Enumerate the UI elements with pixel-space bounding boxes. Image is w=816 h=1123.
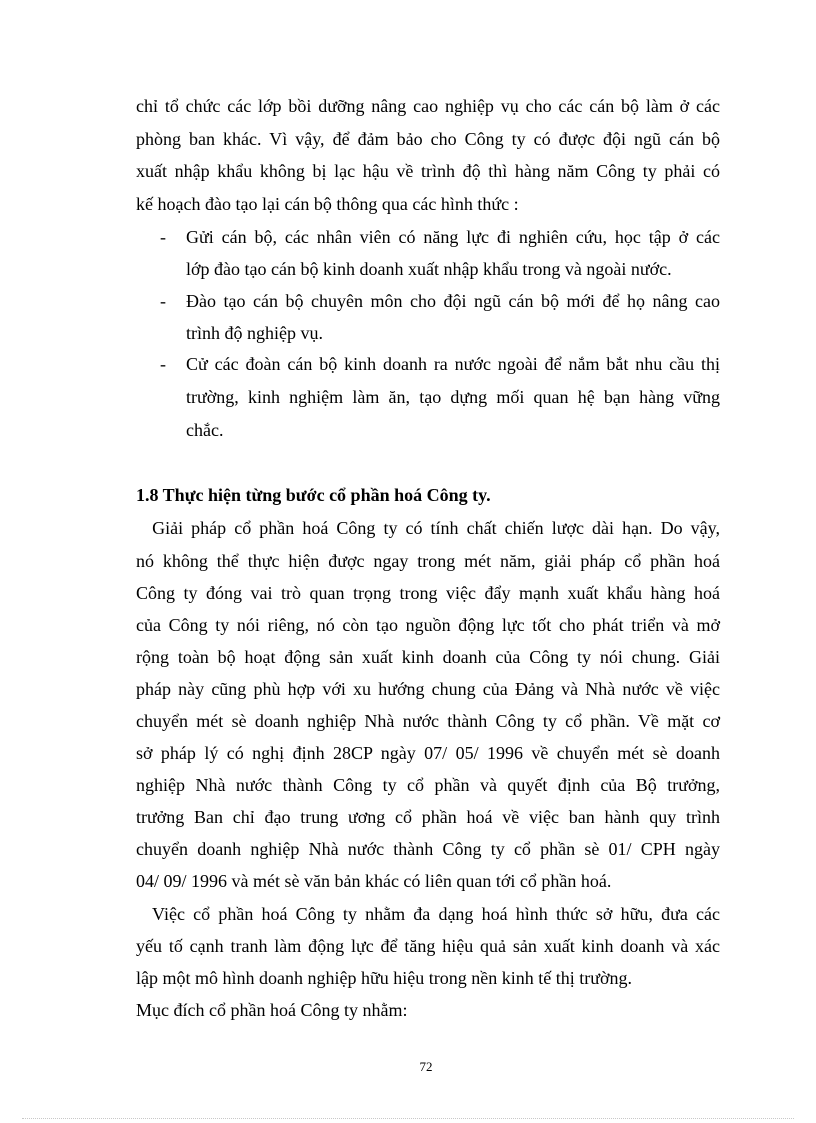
bullet-2-line-1: Đào tạo cán bộ chuyên môn cho đội ngũ cán bộ mới để họ nâng cao	[186, 291, 720, 311]
paragraph-1-line-6: pháp này cũng phù hợp với xu hướng chung của Đảng và Nhà nước về việc	[136, 679, 720, 699]
paragraph-2-line-1: Việc cổ phần hoá Công ty nhằm đa dạng hoá hình thức sở hữu, đưa các	[136, 904, 720, 924]
paragraph-1-line-10: trưởng Ban chỉ đạo trung ương cổ phần hoá về việc ban hành quy trình	[136, 807, 720, 827]
intro-line-4: kế hoạch đào tạo lại cán bộ thông qua các hình thức :	[136, 194, 519, 214]
bullet-2-line-2: trình độ nghiệp vụ.	[186, 323, 323, 343]
bullet-3-line-1: Cử các đoàn cán bộ kinh doanh ra nước ngoài để nắm bắt nhu cầu thị	[186, 354, 720, 374]
section-heading: 1.8 Thực hiện từng bước cổ phần hoá Công ty.	[136, 485, 491, 505]
bullet-3-marker: -	[160, 354, 166, 374]
closing-line: Mục đích cổ phần hoá Công ty nhằm:	[136, 1000, 408, 1020]
intro-line-2: phòng ban khác. Vì vậy, để đảm bảo cho Công ty có được đội ngũ cán bộ	[136, 129, 720, 149]
paragraph-1-line-2: nó không thể thực hiện được ngay trong mét năm, giải pháp cổ phần hoá	[136, 551, 720, 571]
paragraph-1-line-3: Công ty đóng vai trò quan trọng trong việc đẩy mạnh xuất khẩu hàng hoá	[136, 583, 720, 603]
page-number: 72	[419, 1059, 433, 1074]
bullet-1-line-2: lớp đào tạo cán bộ kinh doanh xuất nhập khẩu trong và ngoài nước.	[186, 259, 672, 279]
bullet-1-line-1: Gửi cán bộ, các nhân viên có năng lực đi nghiên cứu, học tập ở các	[186, 227, 720, 247]
paragraph-1-line-4: của Công ty nói riêng, nó còn tạo nguồn động lực tốt cho phát triển và mở	[136, 615, 720, 635]
paragraph-1-line-9: nghiệp Nhà nước thành Công ty cổ phần và quyết định của Bộ trưởng,	[136, 775, 720, 795]
page-bottom-rule	[22, 1118, 794, 1119]
intro-line-3: xuất nhập khẩu không bị lạc hậu về trình độ thì hàng năm Công ty phải có	[136, 161, 720, 181]
paragraph-1-line-1: Giải pháp cổ phần hoá Công ty có tính chất chiến lược dài hạn. Do vậy,	[136, 518, 720, 538]
paragraph-1-line-11: chuyển doanh nghiệp Nhà nước thành Công ty cổ phần sè 01/ CPH ngày	[136, 839, 720, 859]
bullet-3-line-2: trường, kinh nghiệm làm ăn, tạo dựng mối quan hệ bạn hàng vững	[186, 387, 720, 407]
bullet-3-line-3: chắc.	[186, 420, 224, 440]
paragraph-1-line-8: sở pháp lý có nghị định 28CP ngày 07/ 05/ 1996 về chuyển mét sè doanh	[136, 743, 720, 763]
paragraph-1-line-7: chuyển mét sè doanh nghiệp Nhà nước thành Công ty cổ phần. Về mặt cơ	[136, 711, 720, 731]
paragraph-1-line-12: 04/ 09/ 1996 và mét sè văn bản khác có liên quan tới cổ phần hoá.	[136, 871, 612, 891]
paragraph-2-line-3: lập một mô hình doanh nghiệp hữu hiệu trong nền kinh tế thị trường.	[136, 968, 632, 988]
bullet-2-marker: -	[160, 291, 166, 311]
bullet-1-marker: -	[160, 227, 166, 247]
intro-line-1: chỉ tổ chức các lớp bồi dưỡng nâng cao nghiệp vụ cho các cán bộ làm ở các	[136, 96, 720, 116]
paragraph-1-line-5: rộng toàn bộ hoạt động sản xuất kinh doanh của Công ty nói chung. Giải	[136, 647, 720, 667]
paragraph-2-line-2: yếu tố cạnh tranh làm động lực để tăng hiệu quả sản xuất kinh doanh và xác	[136, 936, 720, 956]
